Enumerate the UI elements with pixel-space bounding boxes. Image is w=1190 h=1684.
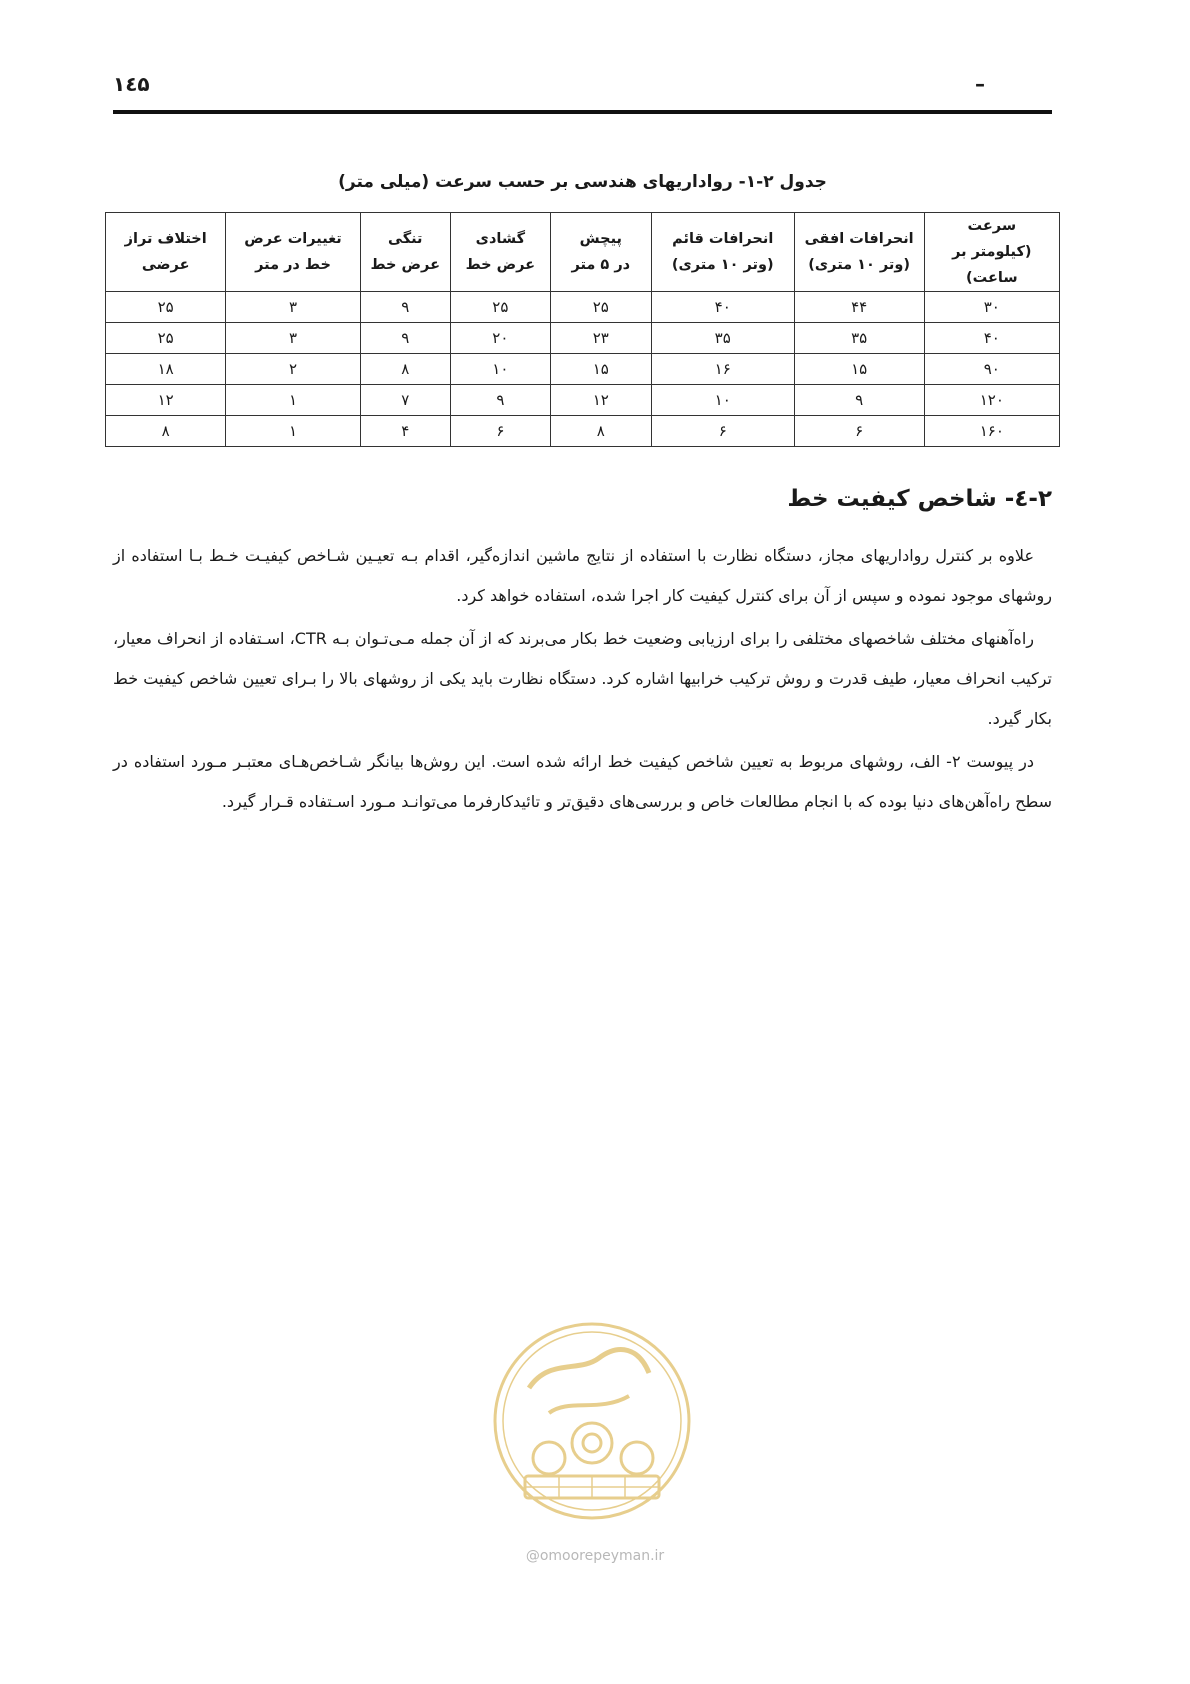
table-cell: ۲ bbox=[226, 354, 360, 385]
table-cell: ۱۵ bbox=[794, 354, 924, 385]
table-cell: ۱ bbox=[226, 416, 360, 447]
table-cell: ۳۵ bbox=[651, 323, 794, 354]
table-row bbox=[106, 385, 1060, 416]
header-rule bbox=[113, 110, 1052, 114]
watermark-website: @omoorepeyman.ir bbox=[525, 1548, 665, 1564]
header-dash: – bbox=[975, 72, 985, 96]
table-cell: ۶ bbox=[651, 416, 794, 447]
body-text bbox=[113, 536, 1052, 825]
table-cell: ۴۰ bbox=[924, 323, 1059, 354]
table-cell: ۱ bbox=[226, 385, 360, 416]
table-caption: جدول ۲-۱- رواداریهای هندسی بر حسب سرعت (میلی متر) bbox=[338, 172, 827, 192]
table-cell: ۲۵ bbox=[106, 292, 226, 323]
column-header-gauge-change: تغییرات عرض خط در متر bbox=[226, 213, 360, 292]
section-heading: ۲-٤- شاخص کیفیت خط bbox=[787, 486, 1052, 512]
table-cell: ۴ bbox=[360, 416, 450, 447]
column-header-gauge-narrowing: تنگی عرض خط bbox=[360, 213, 450, 292]
table-cell: ۴۴ bbox=[794, 292, 924, 323]
table-cell: ۳۵ bbox=[794, 323, 924, 354]
table-cell: ۱۸ bbox=[106, 354, 226, 385]
table-cell: ۹ bbox=[450, 385, 550, 416]
watermark-logo bbox=[489, 1318, 695, 1524]
table-cell: ۱۵ bbox=[550, 354, 651, 385]
table-cell: ۲۵ bbox=[450, 292, 550, 323]
table-cell: ۷ bbox=[360, 385, 450, 416]
table-cell: ۳ bbox=[226, 292, 360, 323]
column-header-horizontal-deviation: انحرافات افقی (وتر ۱۰ متری) bbox=[794, 213, 924, 292]
table-cell: ۱۶ bbox=[651, 354, 794, 385]
table-cell: ۲۵ bbox=[550, 292, 651, 323]
column-header-gauge-widening: گشادی عرض خط bbox=[450, 213, 550, 292]
column-header-vertical-deviation: انحرافات قائم (وتر ۱۰ متری) bbox=[651, 213, 794, 292]
table-cell: ۲۵ bbox=[106, 323, 226, 354]
table-cell: ۲۳ bbox=[550, 323, 651, 354]
table-cell: ۶ bbox=[794, 416, 924, 447]
table-cell: ۹۰ bbox=[924, 354, 1059, 385]
table-cell: ۸ bbox=[106, 416, 226, 447]
paragraph: علاوه بر کنترل رواداریهای مجاز، دستگاه نظارت با استفاده از نتایج ماشین اندازه‌گیر، اقدام بـه تعیـین شـاخص کیفیـت خـط بـا استفاده از روشهای موجود نموده و سپس از آن برای کنترل کیفیت کار اجرا شده، استفاده خواهد کرد. bbox=[113, 546, 1052, 605]
table-cell: ۳۰ bbox=[924, 292, 1059, 323]
paragraph: راه‌آهنهای مختلف شاخصهای مختلفی را برای ارزیابی وضعیت خط بکار می‌برند که از آن جمله مـی‌تـوان بـه CTR، اسـتفاده از انحراف معیار، ترکیب انحراف معیار، طیف قدرت و روش ترکیب خرابیها اشاره کرد. دستگاه نظارت باید یکی از روشهای بالا را بـرای تعیین شاخص کیفیت خط بکار گیرد. bbox=[113, 629, 1052, 728]
table-cell: ۱۶۰ bbox=[924, 416, 1059, 447]
table-cell: ۳ bbox=[226, 323, 360, 354]
table-cell: ۱۲ bbox=[106, 385, 226, 416]
table-cell: ۶ bbox=[450, 416, 550, 447]
table-cell: ۱۰ bbox=[450, 354, 550, 385]
page-number: ۱٤۵ bbox=[113, 72, 150, 96]
table-row bbox=[106, 323, 1060, 354]
table-row bbox=[106, 416, 1060, 447]
table-cell: ۹ bbox=[360, 323, 450, 354]
table-cell: ۲۰ bbox=[450, 323, 550, 354]
table-cell: ۱۲۰ bbox=[924, 385, 1059, 416]
table-cell: ۹ bbox=[794, 385, 924, 416]
tolerance-table bbox=[105, 212, 1060, 447]
column-header-twist: پیچش در ۵ متر bbox=[550, 213, 651, 292]
table-cell: ۸ bbox=[550, 416, 651, 447]
table-row bbox=[106, 292, 1060, 323]
table-cell: ۸ bbox=[360, 354, 450, 385]
table-header-row bbox=[106, 213, 1060, 292]
column-header-cross-level: اختلاف تراز عرضی bbox=[106, 213, 226, 292]
paragraph: در پیوست ۲- الف، روشهای مربوط به تعیین شاخص کیفیت خط ارائه شده است. این روش‌ها بیانگر شـاخص‌هـای معتبـر مـورد استفاده در سطح راه‌آهن‌های دنیا بوده که با انجام مطالعات خاص و بررسی‌های دقیق‌تر و تائیدکارفرما می‌توانـد مـورد اسـتفاده قـرار گیرد. bbox=[113, 752, 1052, 811]
table-cell: ۱۲ bbox=[550, 385, 651, 416]
table-cell: ۹ bbox=[360, 292, 450, 323]
table-cell: ۴۰ bbox=[651, 292, 794, 323]
table-row bbox=[106, 354, 1060, 385]
table-cell: ۱۰ bbox=[651, 385, 794, 416]
column-header-speed: سرعت (کیلومتر بر ساعت) bbox=[924, 213, 1059, 292]
